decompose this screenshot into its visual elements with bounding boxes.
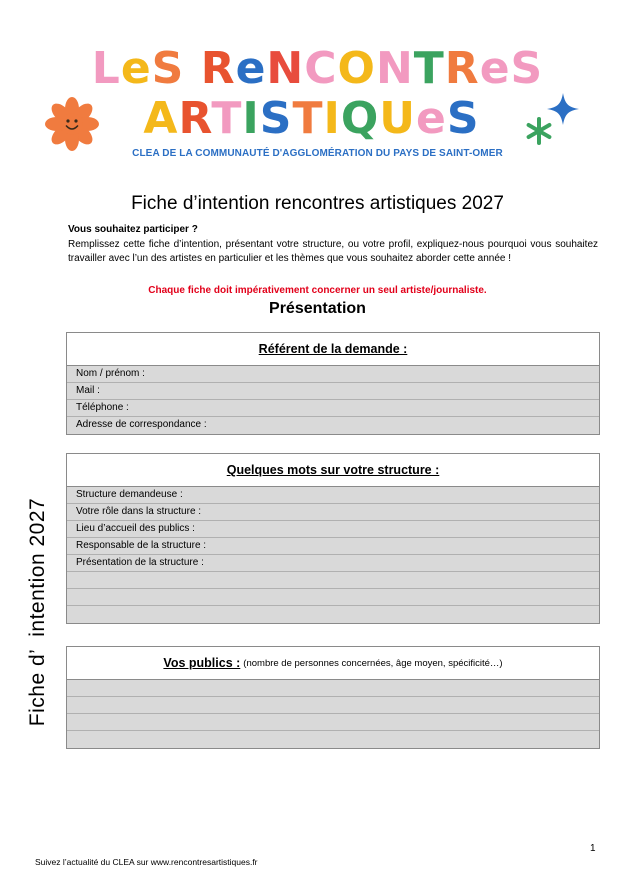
section-title: Présentation [269, 300, 366, 317]
structure-field-row[interactable] [67, 606, 599, 623]
structure-field-row[interactable]: Présentation de la structure : [67, 555, 599, 572]
referent-field-row[interactable]: Mail : [67, 383, 599, 400]
publics-field-row[interactable] [67, 714, 599, 731]
structure-field-row[interactable] [67, 572, 599, 589]
structure-field-row[interactable] [67, 589, 599, 606]
logo-letter: A [143, 93, 179, 144]
structure-field-row[interactable]: Responsable de la structure : [67, 538, 599, 555]
referent-section [66, 332, 600, 435]
logo-letter: S [446, 93, 480, 144]
document-title: Fiche d’intention rencontres artistiques 2027 [131, 193, 504, 214]
logo-letter: e [479, 43, 511, 94]
logo-title-line1 [0, 44, 635, 94]
publics-heading: Vos publics : (nombre de personnes concernées, âge moyen, spécificité…) [67, 647, 599, 680]
logo-letter: e [235, 43, 267, 94]
page-number: 1 [590, 843, 596, 854]
logo-letter: R [200, 43, 236, 94]
vertical-side-label: Fiche d’ intention 2027 [26, 497, 49, 727]
structure-field-row[interactable]: Votre rôle dans la structure : [67, 504, 599, 521]
logo-letter: O [337, 43, 376, 94]
publics-field-row[interactable] [67, 731, 599, 748]
structure-field-row[interactable]: Lieu d’accueil des publics : [67, 521, 599, 538]
logo-letter: S [151, 43, 185, 94]
logo-letter: e [416, 93, 447, 144]
structure-field-row[interactable]: Structure demandeuse : [67, 487, 599, 504]
referent-field-row[interactable]: Nom / prénom : [67, 366, 599, 383]
logo-letter: e [120, 43, 152, 94]
logo-letter: U [379, 93, 417, 144]
smiling-flower-icon [44, 96, 100, 152]
logo-letter: T [292, 93, 324, 144]
logo-letter: N [266, 43, 305, 94]
logo-letter: R [178, 93, 212, 144]
logo-letter: R [444, 43, 480, 94]
asterisk-icon [524, 116, 554, 146]
logo-letter: S [510, 43, 544, 94]
publics-field-row[interactable] [67, 680, 599, 697]
logo-letter [184, 43, 200, 94]
intro-text: Remplissez cette fiche d’intention, présentant votre structure, ou votre profil, expliquez-nous pourquoi vous souhaitez travailler avec l’un des artistes en particulier et les thèmes que vous souhaitez aborder cette année ! [68, 239, 598, 264]
referent-field-row[interactable]: Téléphone : [67, 400, 599, 417]
logo-subtitle: CLEA DE LA COMMUNAUTÉ D'AGGLOMÉRATION DU PAYS DE SAINT-OMER [132, 148, 503, 159]
publics-field-row[interactable] [67, 697, 599, 714]
logo-letter: I [242, 93, 260, 144]
publics-section [66, 646, 600, 749]
logo-letter: N [375, 43, 414, 94]
logo-letter: C [304, 43, 338, 94]
logo-letter: S [259, 93, 293, 144]
warning-text: Chaque fiche doit impérativement concerner un seul artiste/journaliste. [148, 285, 487, 296]
logo-letter: I [323, 93, 341, 144]
logo-letter: T [211, 93, 243, 144]
footer-text: Suivez l’actualité du CLEA sur www.rencontresartistiques.fr [35, 857, 258, 867]
structure-heading: Quelques mots sur votre structure : [67, 454, 599, 487]
intro-question: Vous souhaitez participer ? [68, 224, 198, 235]
logo-letter: L [91, 43, 121, 94]
referent-heading: Référent de la demande : [67, 333, 599, 366]
referent-field-row[interactable]: Adresse de correspondance : [67, 417, 599, 434]
logo-letter: Q [340, 93, 380, 144]
logo-letter: T [413, 43, 445, 94]
structure-section [66, 453, 600, 624]
